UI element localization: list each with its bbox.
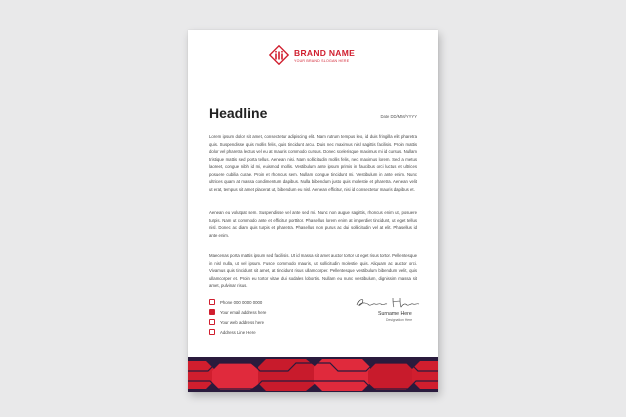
contact-web (209, 317, 266, 327)
brand-name: BRAND NAME (294, 47, 356, 58)
contact-address (209, 327, 266, 337)
letterhead-page (188, 30, 438, 392)
contact-email (209, 307, 266, 317)
location-icon (209, 329, 215, 335)
brand-slogan: YOUR BRAND SLOGAN HERE (294, 58, 350, 63)
body-paragraph-1: Lorem ipsum dolor sit amet, consectetur adipiscing elit. Nam rutrum tempus leo, id duis fringilla elit pharetra quis. Suspendisse quis mollis felis, quis tincidunt arcu. Duis nec maximus nisl sagittis facilisis. Proin mattis dolor vel pharetra lectus vel eu at mauris commodo cursus. Donec scelerisque maximus mi id cursus. Nullam tristique mattis sed porta tellus. Aenean nisi. Nam sollicitudin mollis felis, nec maximus lorem. Sed a metus laoreet, congue nibh id mi, euismod mollis. Vestibulum ante ipsum primis in faucibus orci luctus et ultrices posuere cubilia curae. Proin et rhoncus sem. Nullam congue tincidunt mi. Vestibulum in ante enim. Nunc ultrices quam at massa condimentum dapibus. Nulla bibendum justo quis molestie et pharetra. Aenean velit ut erat, tempus sit amet placerat ut, bibendum eu nisl. Aenean efficitur, nisi id consectetur mauris dapibus et. (209, 134, 417, 192)
letter-headline: Headline (209, 105, 268, 121)
contact-phone-text: Phone 000 0000 0000 (220, 299, 263, 305)
brand-text (294, 48, 355, 63)
signatory-name: Surname Here (378, 311, 412, 317)
email-icon (209, 309, 215, 315)
footer-decoration (188, 357, 438, 392)
contact-phone (209, 297, 266, 307)
phone-icon (209, 299, 215, 305)
contact-list (209, 297, 266, 337)
handwritten-signature (353, 294, 423, 310)
brand-logo (269, 45, 355, 65)
web-icon (209, 319, 215, 325)
contact-address-text: Address Line Here (220, 329, 256, 335)
letter-date: Date DD/MM/YYYY (380, 114, 417, 119)
body-paragraph-3: Maecenas porta mattis ipsum sed facilisis. Ut id massa sit amet auctor tortor ut eget risus tortor. Pellentesque in nisl nulla, ut vel ipsum. Fusce commodo mauris, ut sollicitudin molestie quis. Aliquam ac auctor orci. Vivamus quis tincidunt sit amet, at tincidunt risus ullamcorper. Pellentesque vestibulum bibendum velit, quis ullamcorper et. Proin eu tortor vitae dui sodales lobortis. Nullam eu nunc vestibulum, dignissim massa sit amet, pulvinar risus. (209, 253, 417, 288)
brand-logo-icon (269, 45, 289, 65)
contact-web-text: Your web address here (220, 319, 265, 325)
signatory-designation: Designation Here (386, 318, 413, 322)
contact-email-text: Your email address here (220, 309, 267, 315)
body-paragraph-2: Aenean eu volutpat sem. Suspendisse vel ante sed mi. Nunc non augue sagittis, rhoncus enim ut, posuere turpis. Nam ut commodo ante et efficitur porttitor. Phasellus lorem enim at imperdiet tincidunt, ut eget tellus nisl. Donec ac diam quis turpis et pharetra. Phasellus non purus ac dui sollicitudin vel at elit. Phasellus id ante enim. (209, 210, 417, 238)
